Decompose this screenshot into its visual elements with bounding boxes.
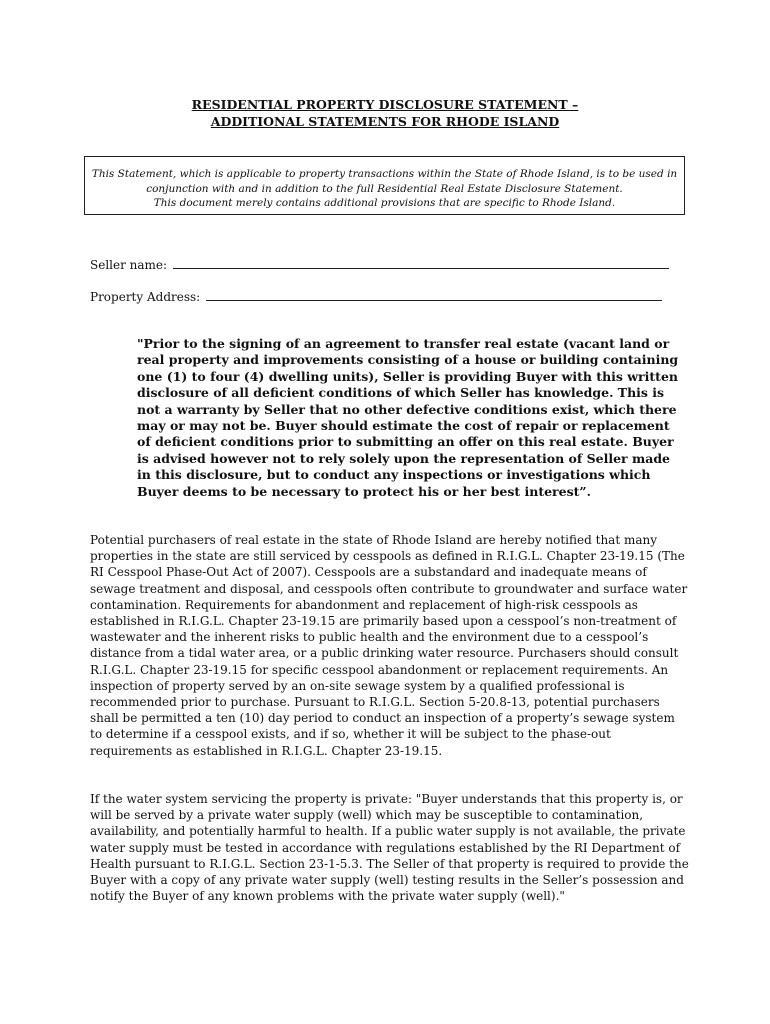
title-line-2: ADDITIONAL STATEMENTS FOR RHODE ISLAND	[210, 114, 560, 129]
document-title	[0, 96, 770, 130]
seller-disclosure-quote: "Prior to the signing of an agreement to transfer real estate (vacant land or real property and improvements consisting of a house or building containing one (1) to four (4) dwelling units), Seller is providing Buyer with this written disclosure of all deficient conditions of which Seller has knowledge. This is not a warranty by Seller that no other defective conditions exist, which there may or may not be. Buyer should estimate the cost of repair or replacement of deficient conditions prior to submitting an offer on this real estate. Buyer is advised however not to rely solely upon the representation of Seller made in this disclosure, but to conduct any inspections or investigations which Buyer deems to be necessary to protect his or her best interest”.	[137, 336, 679, 499]
notice-line-1: This Statement, which is applicable to property transactions within the State of Rhode Island, is to be used in	[91, 168, 678, 180]
property-address-field	[90, 289, 662, 305]
seller-name-field	[90, 257, 669, 273]
cesspool-notice-paragraph: Potential purchasers of real estate in the state of Rhode Island are hereby notified that many properties in the state are still serviced by cesspools as defined in R.I.G.L. Chapter 23-19.15 (The RI Cesspool Phase-Out Act of 2007). Cesspools are a substandard and inadequate means of sewage treatment and disposal, and cesspools often contribute to groundwater and surface water contamination. Requirements for abandonment and replacement of high-risk cesspools as established in R.I.G.L. Chapter 23-19.15 are primarily based upon a cesspool’s non-treatment of wastewater and the inherent risks to public health and the environment due to a cesspool’s distance from a tidal water area, or a public drinking water resource. Purchasers should consult R.I.G.L. Chapter 23-19.15 for specific cesspool abandonment or replacement requirements. An inspection of property served by an on-site sewage system by a qualified professional is recommended prior to purchase. Pursuant to R.I.G.L. Section 5-20.8-13, potential purchasers shall be permitted a ten (10) day period to conduct an inspection of a property’s sewage system to determine if a cesspool exists, and if so, whether it will be subject to the phase-out requirements as established in R.I.G.L. Chapter 23-19.15.	[90, 533, 688, 758]
notice-line-3: This document merely contains additional provisions that are specific to Rhode Island.	[153, 197, 616, 209]
property-address-input-line[interactable]	[206, 289, 662, 301]
title-line-1: RESIDENTIAL PROPERTY DISCLOSURE STATEMENT –	[191, 97, 579, 112]
seller-name-label: Seller name:	[90, 258, 168, 272]
applicability-notice-box	[84, 156, 685, 215]
property-address-label: Property Address:	[90, 290, 201, 304]
seller-name-input-line[interactable]	[173, 257, 669, 269]
notice-line-2: conjunction with and in addition to the full Residential Real Estate Disclosure Statement.	[146, 182, 623, 195]
private-water-supply-paragraph: If the water system servicing the property is private: "Buyer understands that this property is, or will be served by a private water supply (well) which may be susceptible to contamination, availability, and potentially harmful to health. If a public water supply is not available, the private water supply must be tested in accordance with regulations established by the RI Department of Health pursuant to R.I.G.L. Section 23-1-5.3. The Seller of that property is required to provide the Buyer with a copy of any private water supply (well) testing results in the Seller’s possession and notify the Buyer of any known problems with the private water supply (well)."	[90, 792, 689, 904]
